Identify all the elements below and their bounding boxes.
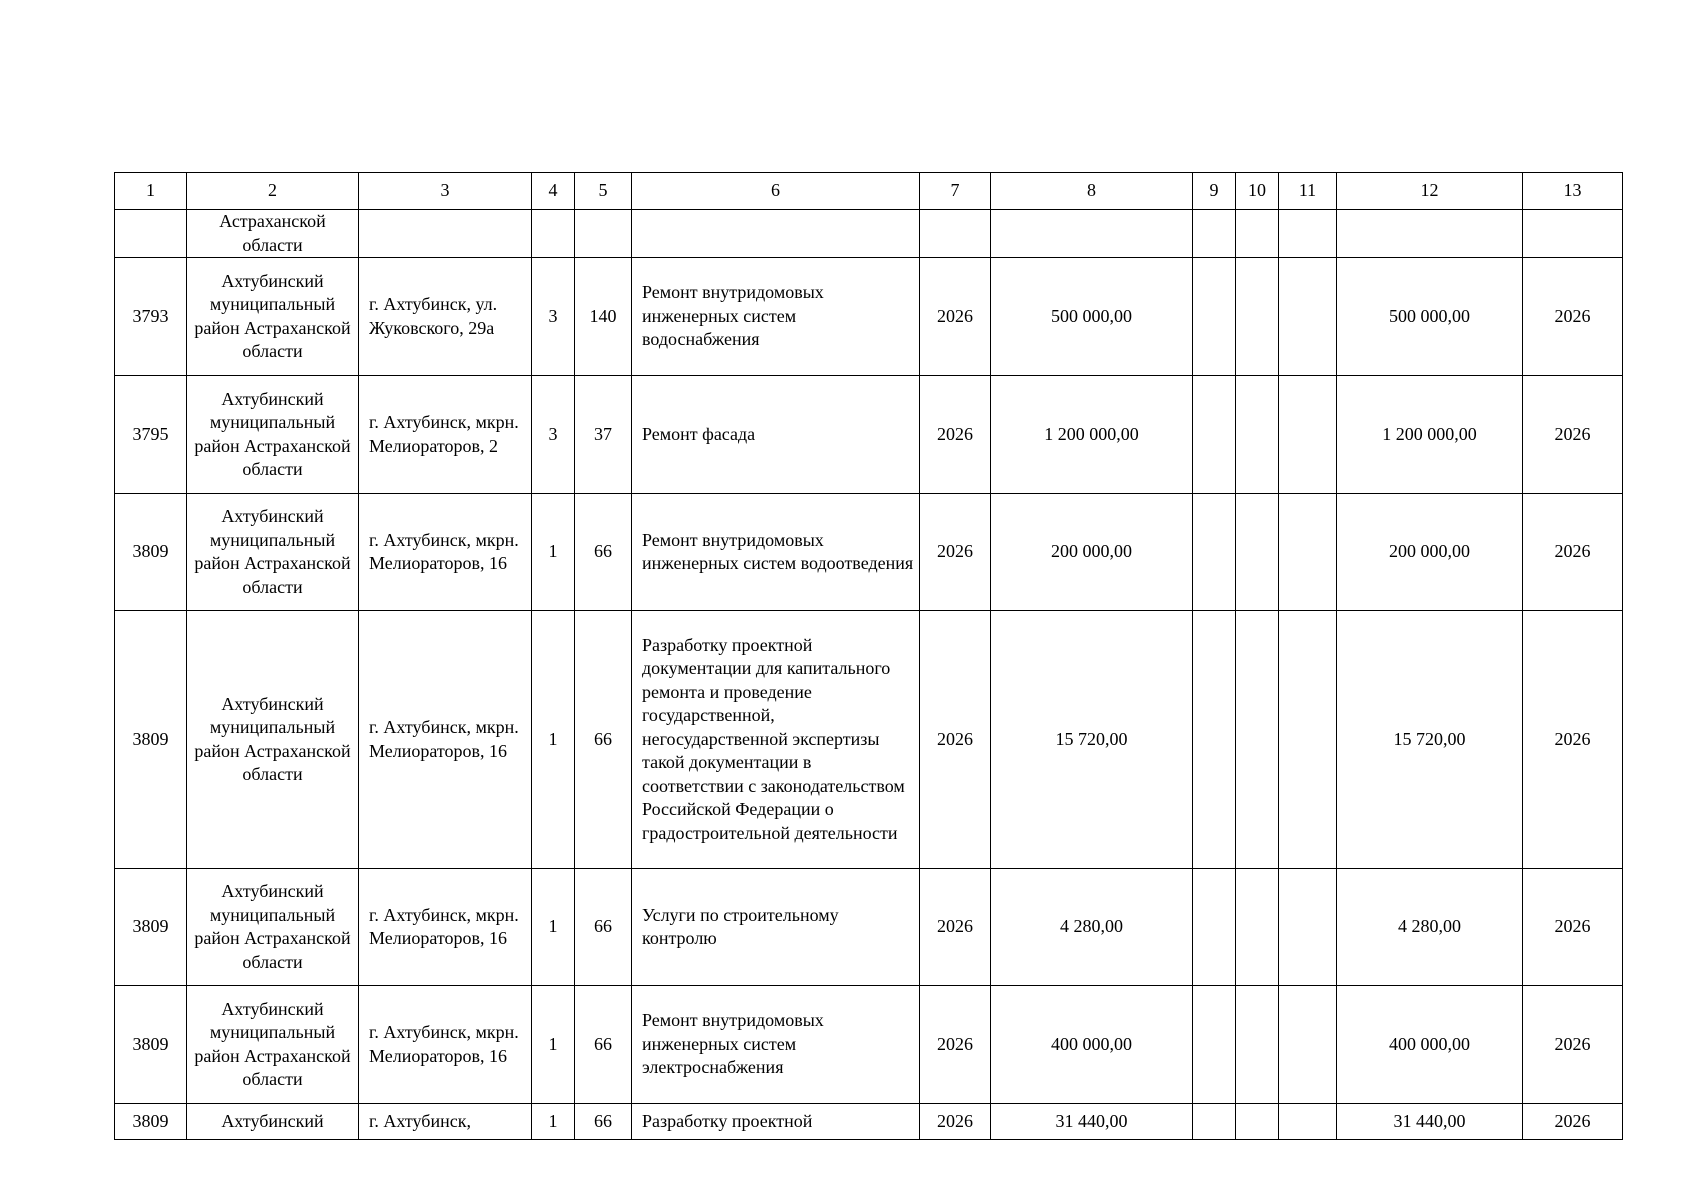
work-type-cell: Разработку проектной документации для капитального ремонта и проведение государственной, негосударственной экспертизы такой документации в соответствии с законодательством Российской Федерации о градостроительной деятельности — [632, 611, 920, 869]
col4-cell: 1 — [532, 869, 575, 986]
row-number: 3809 — [115, 1104, 187, 1140]
col11-cell — [1279, 869, 1337, 986]
year-cell: 2026 — [920, 494, 991, 611]
col5-cell: 140 — [575, 258, 632, 376]
col11-cell — [1279, 1104, 1337, 1140]
col4-cell — [532, 210, 575, 258]
row-number: 3809 — [115, 611, 187, 869]
row-number: 3793 — [115, 258, 187, 376]
total-cell: 1 200 000,00 — [1337, 376, 1523, 494]
col9-cell — [1193, 210, 1236, 258]
address-cell: г. Ахтубинск, мкрн. Мелиораторов, 2 — [359, 376, 532, 494]
cost-cell — [991, 210, 1193, 258]
address-cell: г. Ахтубинск, ул. Жуковского, 29а — [359, 258, 532, 376]
end-year-cell: 2026 — [1523, 611, 1623, 869]
header-cell-12: 12 — [1337, 173, 1523, 210]
col9-cell — [1193, 376, 1236, 494]
cost-cell: 4 280,00 — [991, 869, 1193, 986]
end-year-cell — [1523, 210, 1623, 258]
cost-cell: 400 000,00 — [991, 986, 1193, 1104]
municipality-cell: Ахтубинский муниципальный район Астраханской области — [187, 869, 359, 986]
col4-cell: 3 — [532, 258, 575, 376]
col5-cell: 37 — [575, 376, 632, 494]
cost-cell: 200 000,00 — [991, 494, 1193, 611]
address-cell: г. Ахтубинск, мкрн. Мелиораторов, 16 — [359, 986, 532, 1104]
end-year-cell: 2026 — [1523, 1104, 1623, 1140]
col10-cell — [1236, 1104, 1279, 1140]
total-cell: 400 000,00 — [1337, 986, 1523, 1104]
municipality-cell: Ахтубинский муниципальный район Астраханской области — [187, 376, 359, 494]
col4-cell: 1 — [532, 986, 575, 1104]
end-year-cell: 2026 — [1523, 376, 1623, 494]
municipality-cell: Ахтубинский муниципальный район Астраханской области — [187, 611, 359, 869]
year-cell: 2026 — [920, 376, 991, 494]
total-cell: 4 280,00 — [1337, 869, 1523, 986]
header-cell-8: 8 — [991, 173, 1193, 210]
col5-cell: 66 — [575, 869, 632, 986]
table-row — [115, 210, 1623, 258]
address-cell: г. Ахтубинск, мкрн. Мелиораторов, 16 — [359, 869, 532, 986]
col10-cell — [1236, 869, 1279, 986]
cost-cell: 500 000,00 — [991, 258, 1193, 376]
municipality-cell: Ахтубинский — [187, 1104, 359, 1140]
row-number: 3795 — [115, 376, 187, 494]
table-row — [115, 986, 1623, 1104]
col5-cell: 66 — [575, 1104, 632, 1140]
municipality-cell: Ахтубинский муниципальный район Астраханской области — [187, 258, 359, 376]
total-cell: 500 000,00 — [1337, 258, 1523, 376]
col9-cell — [1193, 611, 1236, 869]
year-cell — [920, 210, 991, 258]
col5-cell — [575, 210, 632, 258]
work-type-cell: Разработку проектной — [632, 1104, 920, 1140]
cost-cell: 15 720,00 — [991, 611, 1193, 869]
col11-cell — [1279, 494, 1337, 611]
header-cell-11: 11 — [1279, 173, 1337, 210]
total-cell: 31 440,00 — [1337, 1104, 1523, 1140]
end-year-cell: 2026 — [1523, 869, 1623, 986]
year-cell: 2026 — [920, 986, 991, 1104]
col10-cell — [1236, 494, 1279, 611]
table-row — [115, 494, 1623, 611]
col11-cell — [1279, 376, 1337, 494]
col10-cell — [1236, 611, 1279, 869]
end-year-cell: 2026 — [1523, 494, 1623, 611]
header-cell-3: 3 — [359, 173, 532, 210]
address-cell: г. Ахтубинск, — [359, 1104, 532, 1140]
total-cell: 200 000,00 — [1337, 494, 1523, 611]
address-cell: г. Ахтубинск, мкрн. Мелиораторов, 16 — [359, 494, 532, 611]
table-row — [115, 611, 1623, 869]
col10-cell — [1236, 210, 1279, 258]
header-cell-9: 9 — [1193, 173, 1236, 210]
address-cell — [359, 210, 532, 258]
col11-cell — [1279, 258, 1337, 376]
work-type-cell: Ремонт внутридомовых инженерных систем водоснабжения — [632, 258, 920, 376]
header-cell-5: 5 — [575, 173, 632, 210]
table-row — [115, 376, 1623, 494]
header-cell-6: 6 — [632, 173, 920, 210]
header-row — [115, 173, 1623, 210]
cost-cell: 31 440,00 — [991, 1104, 1193, 1140]
municipality-cell: Ахтубинский муниципальный район Астраханской области — [187, 986, 359, 1104]
col11-cell — [1279, 986, 1337, 1104]
total-cell — [1337, 210, 1523, 258]
cost-cell: 1 200 000,00 — [991, 376, 1193, 494]
col9-cell — [1193, 494, 1236, 611]
work-type-cell: Ремонт внутридомовых инженерных систем электроснабжения — [632, 986, 920, 1104]
col9-cell — [1193, 258, 1236, 376]
col4-cell: 1 — [532, 494, 575, 611]
end-year-cell: 2026 — [1523, 986, 1623, 1104]
municipality-cell: Астраханской области — [187, 210, 359, 258]
col5-cell: 66 — [575, 611, 632, 869]
year-cell: 2026 — [920, 869, 991, 986]
work-type-cell: Ремонт внутридомовых инженерных систем водоотведения — [632, 494, 920, 611]
col10-cell — [1236, 986, 1279, 1104]
work-type-cell: Услуги по строительному контролю — [632, 869, 920, 986]
row-number: 3809 — [115, 494, 187, 611]
header-cell-7: 7 — [920, 173, 991, 210]
table-row — [115, 869, 1623, 986]
row-number: 3809 — [115, 869, 187, 986]
works-table — [114, 172, 1623, 1140]
address-cell: г. Ахтубинск, мкрн. Мелиораторов, 16 — [359, 611, 532, 869]
table-row — [115, 258, 1623, 376]
year-cell: 2026 — [920, 258, 991, 376]
col10-cell — [1236, 376, 1279, 494]
col11-cell — [1279, 210, 1337, 258]
municipality-cell: Ахтубинский муниципальный район Астраханской области — [187, 494, 359, 611]
col9-cell — [1193, 869, 1236, 986]
col4-cell: 1 — [532, 1104, 575, 1140]
header-cell-10: 10 — [1236, 173, 1279, 210]
col9-cell — [1193, 986, 1236, 1104]
row-number — [115, 210, 187, 258]
table-row — [115, 1104, 1623, 1140]
total-cell: 15 720,00 — [1337, 611, 1523, 869]
header-cell-1: 1 — [115, 173, 187, 210]
col9-cell — [1193, 1104, 1236, 1140]
col11-cell — [1279, 611, 1337, 869]
year-cell: 2026 — [920, 1104, 991, 1140]
col4-cell: 1 — [532, 611, 575, 869]
end-year-cell: 2026 — [1523, 258, 1623, 376]
header-cell-13: 13 — [1523, 173, 1623, 210]
col10-cell — [1236, 258, 1279, 376]
year-cell: 2026 — [920, 611, 991, 869]
col5-cell: 66 — [575, 986, 632, 1104]
work-type-cell — [632, 210, 920, 258]
row-number: 3809 — [115, 986, 187, 1104]
col5-cell: 66 — [575, 494, 632, 611]
header-cell-4: 4 — [532, 173, 575, 210]
header-cell-2: 2 — [187, 173, 359, 210]
col4-cell: 3 — [532, 376, 575, 494]
work-type-cell: Ремонт фасада — [632, 376, 920, 494]
